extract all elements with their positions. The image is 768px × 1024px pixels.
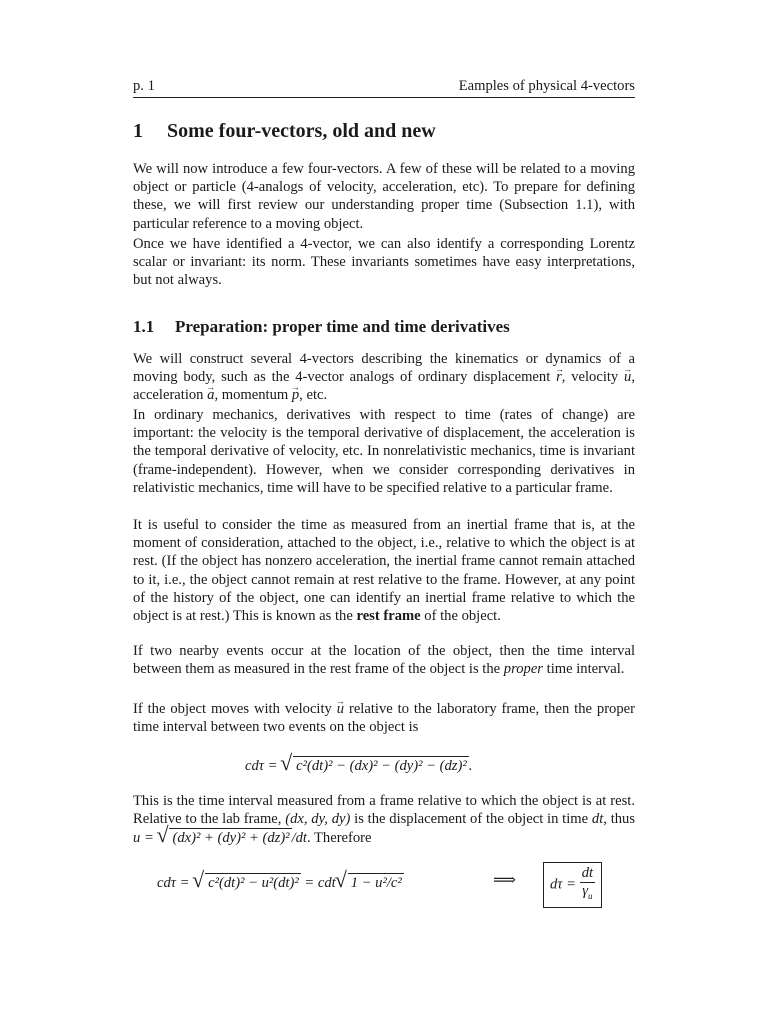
equation-proper-time [245,756,545,775]
rest-frame-term: rest frame [356,608,421,625]
vector-r: → r [556,369,562,385]
eq2-sqrt-2 [348,873,404,892]
proper-term: proper [503,661,543,678]
gamma-subscript: u [588,890,593,901]
eq2-radicand-2: 1 − u²/c² [350,875,402,891]
eq2-sqrt-1 [205,873,301,892]
para6-text-b: is the displacement of the object in time [354,811,589,828]
speed-sqrt [169,828,291,847]
paragraph-kinematics [133,350,635,405]
vector-a: → a [207,387,214,403]
over-dt: /dt [291,830,307,847]
eq1-end: . [468,758,473,774]
u-equals: u = [133,830,154,847]
para1-text-b: , velocity [561,369,619,386]
subsection-number: 1.1 [133,317,155,336]
para1-text-e: , etc. [299,387,328,404]
subsection-heading [133,316,510,338]
speed-radicand: (dx)² + (dy)² + (dz)² [172,830,290,847]
paragraph-derivatives: In ordinary mechanics, derivatives with respect to time (rates of change) are important: the velocity is the temporal derivative of displacement, the acceleration is the temporal derivative of velocity, etc. In nonrelativistic mechanics, time is invariant (frame-independent). However, when we consider corresponding derivatives in relativistic mechanics, time will have to be specified relative to a particular frame. [133,407,635,496]
para6-text-c: , thus [603,811,636,828]
eq1-radicand: c²(dt)² − (dx)² − (dy)² − (dz)² [296,758,467,774]
para5-text-b: relative to the laboratory frame, then the proper time interval between two events on the object is [133,701,635,736]
section-heading [133,119,436,143]
section-title: Some four-vectors, old and new [167,120,436,142]
paragraph-lab-frame [133,792,635,848]
equation-time-dilation [157,873,457,892]
vector-p: → p [292,387,299,403]
para5-text-a: If the object moves with velocity [133,701,332,717]
eq1-lhs: cdτ = [245,758,278,774]
fraction-denominator [580,883,595,905]
para4-text-b: time interval. [546,661,625,678]
dt-term: dt [591,811,604,828]
running-header [133,77,635,98]
page-number: p. 1 [133,78,155,94]
paragraph-rest-frame [133,516,635,625]
paragraph-proper-time [133,642,635,678]
vector-u: → u [624,369,631,385]
eq2-radicand-1: c²(dt)² − u²(dt)² [208,875,299,891]
running-title: Eamples of physical 4-vectors [458,78,635,94]
gamma-symbol: γ [582,883,588,899]
eq2-lhs: cdτ = [157,875,190,891]
para1-text-a: We will construct several 4-vectors describing the kinematics or dynamics of a moving body, such as the 4-vector analogs of ordinary displacement [133,351,635,386]
intro-paragraph-2: Once we have identified a 4-vector, we can also identify a corresponding Lorentz scalar or invariant: its norm. These invariants sometimes have easy interpretations, but not always. [133,236,635,289]
para6-text-a: This is the time interval measured from a frame relative to which the object is at rest. Relative to the lab frame, [133,793,635,828]
subsection-title: Preparation: proper time and time derivatives [175,317,510,336]
implies-arrow: ⟹ [493,872,516,889]
boxed-lhs: dτ = [550,876,577,893]
para1-text-d: , momentum [214,387,289,404]
eq2-mid: = cdt [304,875,336,891]
paragraph-velocity [133,700,635,736]
intro-paragraph-1: We will now introduce a few four-vectors. A few of these will be related to a moving object or particle (4-analogs of velocity, acceleration, etc). To prepare for defining these, we will first review our understanding proper time (Subsection 1.1), with particular reference to a moving object. [133,161,635,232]
para3-text-b: of the object. [424,608,501,625]
eq1-sqrt [293,756,469,775]
fraction-numerator: dt [581,865,594,881]
section-number: 1 [133,120,143,142]
para4-text-a: If two nearby events occur at the location of the object, then the time interval between them as measured in the rest frame of the object is the [133,643,635,678]
vector-u-2: → u [337,701,344,717]
displacement-tuple: (dx, dy, dy) [285,811,351,828]
boxed-result [543,862,602,908]
para6-text-d: . Therefore [306,830,372,847]
para3-text-a: It is useful to consider the time as measured from an inertial frame that is, at the moment of consideration, attached to the object, i.e., relative to which the object is at rest. (If the object has nonzero acceleration, the inertial frame cannot remain attached to it, i.e., the object cannot remain at rest relative to the frame. However, at any point of the history of the object, one can identify an inertial frame relative to which the object is at rest.) This is known as the [133,517,635,625]
boxed-fraction [580,865,595,905]
para1-text-c: , acceleration [133,369,635,404]
